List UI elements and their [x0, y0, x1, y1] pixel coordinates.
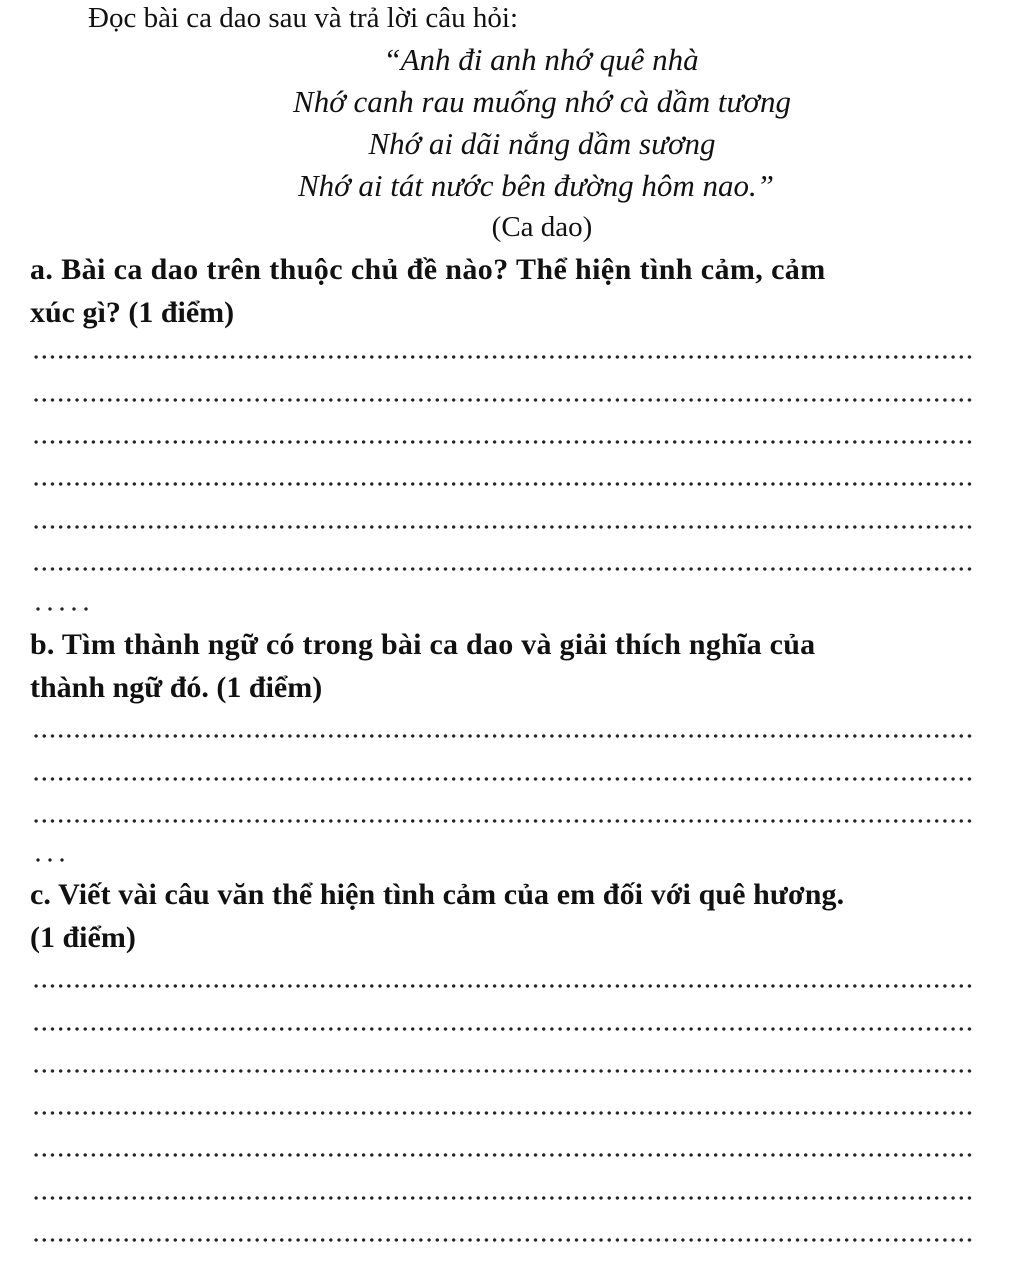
answer-c-line-7[interactable]: [32, 1237, 974, 1243]
answer-c-line-4[interactable]: [32, 1110, 974, 1116]
answer-c-line-5[interactable]: [32, 1152, 974, 1158]
question-a-line-1: a. Bài ca dao trên thuộc chủ đề nào? Thể hiện tình cảm, cảm: [30, 253, 826, 286]
answer-a-line-5[interactable]: [32, 524, 974, 530]
question-c-line-2: (1 điểm): [30, 921, 136, 954]
answer-a-line-2[interactable]: [32, 397, 974, 403]
question-b-line-2: thành ngữ đó. (1 điểm): [30, 671, 323, 704]
poem-line-4: Nhớ ai tát nước bên đường hôm nao.”: [297, 168, 775, 203]
question-c-line-1: c. Viết vài câu văn thể hiện tình cảm của em đối với quê hương.: [30, 878, 845, 911]
answer-a-line-4[interactable]: [32, 481, 974, 487]
answer-a-line-6[interactable]: [32, 566, 974, 572]
answer-a-line-3[interactable]: [32, 439, 974, 445]
answer-a-line-7[interactable]: [32, 606, 96, 612]
question-b-line-1: b. Tìm thành ngữ có trong bài ca dao và giải thích nghĩa của: [30, 628, 816, 661]
answer-b-line-3[interactable]: [32, 818, 974, 824]
question-a-line-2: xúc gì? (1 điểm): [30, 296, 235, 329]
answer-b-line-1[interactable]: [32, 733, 974, 739]
answer-b-line-2[interactable]: [32, 776, 974, 782]
instruction-text: Đọc bài ca dao sau và trả lời câu hỏi:: [88, 2, 519, 34]
poem-line-3: Nhớ ai dãi nắng dầm sương: [368, 126, 716, 161]
answer-c-line-3[interactable]: [32, 1068, 974, 1074]
answer-c-line-2[interactable]: [32, 1026, 974, 1032]
poem-source: (Ca dao): [491, 211, 593, 243]
answer-c-line-1[interactable]: [32, 983, 974, 989]
poem-line-1: “Anh đi anh nhớ quê nhà: [383, 42, 699, 77]
answer-b-line-4[interactable]: [32, 857, 64, 863]
answer-a-line-1[interactable]: [32, 354, 974, 360]
answer-c-line-6[interactable]: [32, 1195, 974, 1201]
poem-line-2: Nhớ canh rau muống nhớ cà dầm tương: [293, 84, 791, 119]
